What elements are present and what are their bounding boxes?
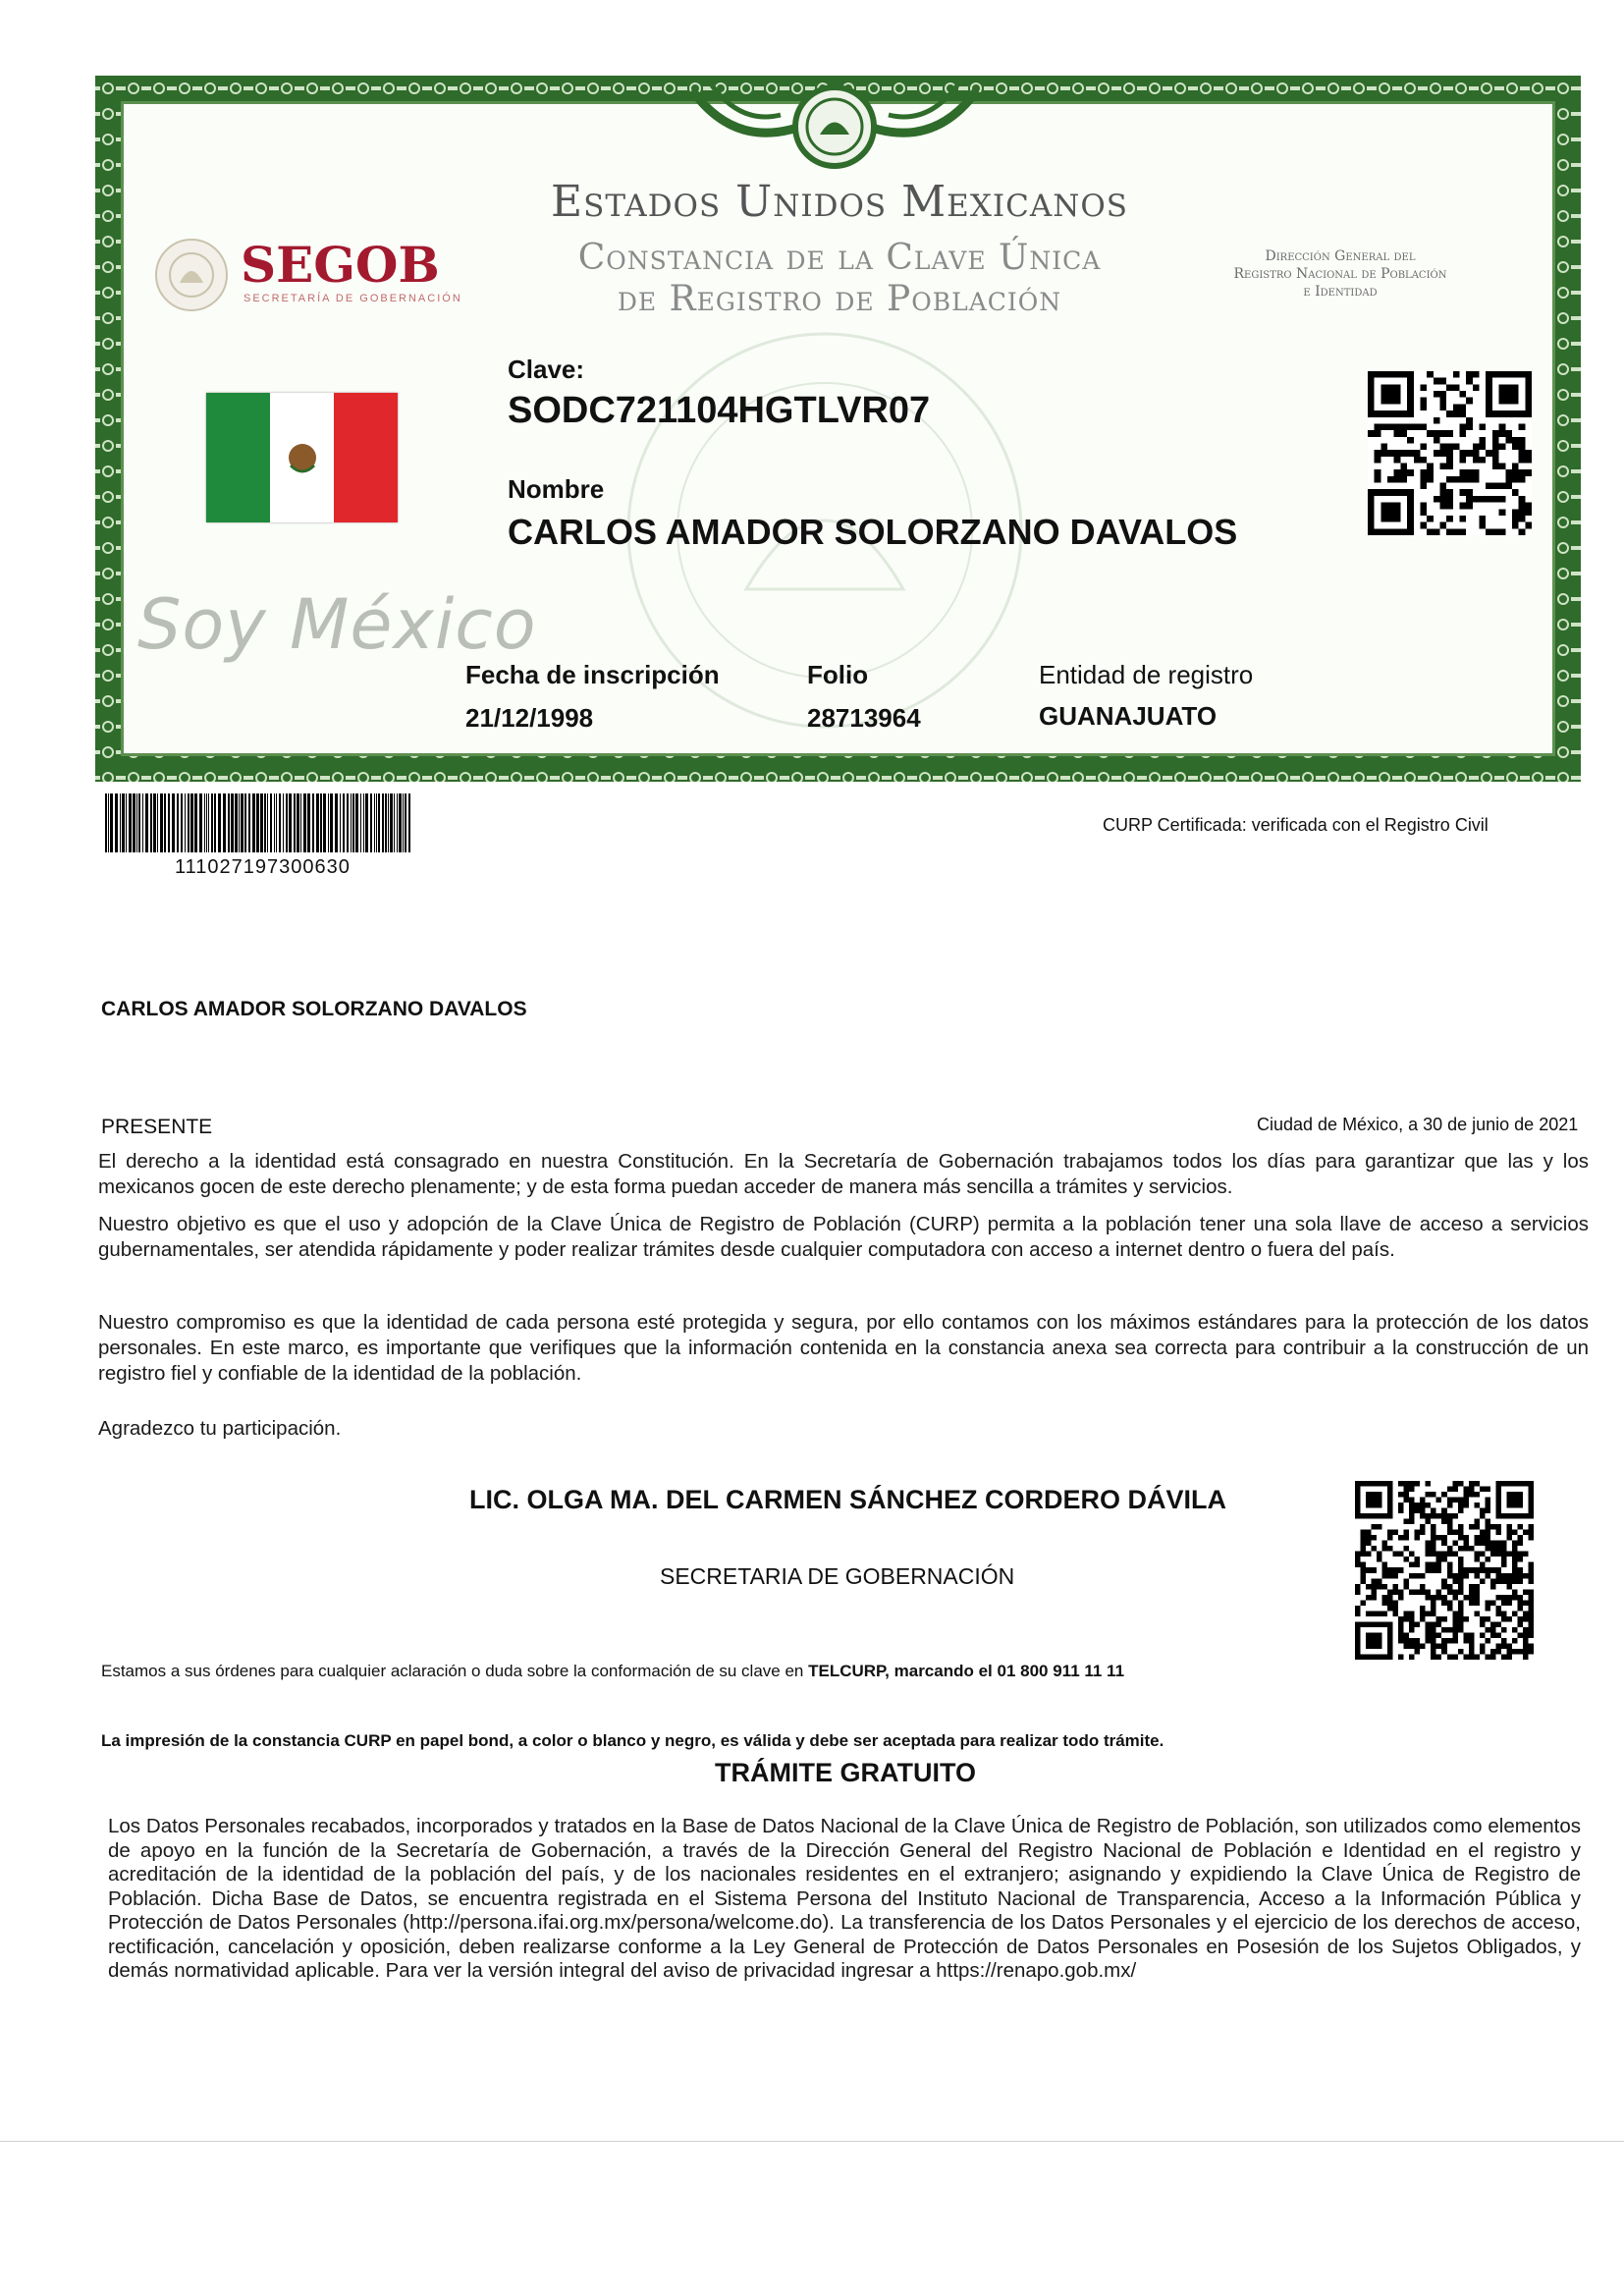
qr-code-icon	[1368, 371, 1532, 535]
entidad-label: Entidad de registro	[1039, 660, 1254, 689]
barcode-number: 111027197300630	[175, 856, 351, 878]
qr-code-icon	[1355, 1481, 1534, 1660]
curp-certificada-note: CURP Certificada: verificada con el Registro Civil	[1103, 815, 1489, 835]
privacy-notice: Los Datos Personales recabados, incorporados y tratados en la Base de Datos Nacional de la Clave Única de Registro de Población, son utilizados como elementos de apoyo en la función de la Secretaría de Gobernación, a través de la Dirección General del Registro Nacional de Población e Identidad en el registro y acreditación de la identidad de la población del país, y de los nacionales residentes en el extranjero; asignando y expidiendo la Clave Única de Registro de Población. Dicha Base de Datos, se encuentra registrada en el Sistema Persona del Instituto Nacional de Transparencia, Acceso a la Información Pública y Protección de Datos Personales (http://persona.ifai.org.mx/persona/welcome.do). La transferencia de los Datos Personales y el ejercicio de los derechos de acceso, rectificación, cancelación y oposición, deben realizarse conforme a la Ley General de Protección de Datos Personales en Posesión de los Sujetos Obligados, y demás normatividad aplicable. Para ver la versión integral del aviso de privacidad ingresar a https://renapo.gob.mx/	[108, 1815, 1581, 1982]
mexican-flag-icon	[206, 393, 398, 522]
document-title-line1: Constancia de la Clave Única	[577, 238, 1102, 278]
direction-line1: Dirección General del	[1265, 248, 1416, 264]
fecha-inscripcion-value: 21/12/1998	[465, 703, 594, 733]
tramite-gratuito-title: TRÁMITE GRATUITO	[715, 1758, 976, 1787]
segob-subtitle: SECRETARÍA DE GOBERNACIÓN	[244, 293, 462, 304]
segob-logo-text: SEGOB	[241, 236, 440, 294]
telcurp-prefix: Estamos a sus órdenes para cualquier aclaración o duda sobre la conformación de su clave en	[101, 1662, 809, 1680]
page-divider	[0, 2141, 1624, 2142]
letter-paragraph-2: Nuestro objetivo es que el uso y adopción de la Clave Única de Registro de Población (CURP) permita a la población tener una sola llave de acceso a servicios gubernamentales, ser atendida rápidamente y poder realizar trámites desde cualquier computadora con acceso a internet dentro o fuera del país.	[98, 1213, 1589, 1261]
entidad-value: GUANAJUATO	[1039, 701, 1218, 731]
country-title: Estados Unidos Mexicanos	[550, 177, 1129, 227]
clave-value: SODC721104HGTLVR07	[508, 390, 931, 431]
document-title	[491, 238, 1188, 320]
city-date: Ciudad de México, a 30 de junio de 2021	[1257, 1115, 1579, 1134]
telcurp-number: TELCURP, marcando el 01 800 911 11 11	[808, 1662, 1125, 1680]
direction-general-text	[1193, 247, 1488, 301]
barcode-icon	[105, 793, 411, 852]
national-crest-icon	[673, 76, 997, 184]
segob-seal-icon	[152, 236, 231, 314]
signer-title: SECRETARIA DE GOBERNACIÓN	[660, 1563, 1015, 1589]
nombre-label: Nombre	[508, 474, 605, 504]
document-title-line2: de Registro de Población	[617, 279, 1062, 319]
fecha-inscripcion-label: Fecha de inscripción	[465, 660, 720, 689]
letter-paragraph-1: El derecho a la identidad está consagrado en nuestra Constitución. En la Secretaría de Gobernación trabajamos todos los días para garantizar que las y los mexicanos gocen de este derecho plenamente; y de esta forma puedan acceder de manera más sencilla a trámites y servicios.	[98, 1150, 1589, 1198]
letter-paragraph-3: Nuestro compromiso es que la identidad de cada persona esté protegida y segura, por ello contamos con los máximos estándares para la protección de los datos personales. En este marco, es importante que verifiques que la información contenida en la constancia anexa sea correcta para contribuir a la construcción de un registro fiel y confiable de la identidad de la población.	[98, 1311, 1589, 1385]
direction-line2: Registro Nacional de Población	[1233, 266, 1447, 282]
addressee-name: CARLOS AMADOR SOLORZANO DAVALOS	[101, 998, 527, 1020]
folio-label: Folio	[807, 660, 869, 689]
clave-label: Clave:	[508, 355, 585, 384]
signer-name: LIC. OLGA MA. DEL CARMEN SÁNCHEZ CORDERO DÁVILA	[469, 1485, 1227, 1514]
soy-mexico-slogan: Soy México	[137, 584, 537, 665]
impresion-note: La impresión de la constancia CURP en papel bond, a color o blanco y negro, es válida y debe ser aceptada para realizar todo trámite.	[101, 1731, 1164, 1750]
nombre-value: CARLOS AMADOR SOLORZANO DAVALOS	[508, 512, 1238, 552]
telcurp-note	[101, 1662, 1124, 1681]
letter-paragraph-4: Agradezco tu participación.	[98, 1417, 342, 1440]
folio-value: 28713964	[807, 703, 921, 733]
flag-emblem-icon	[283, 438, 322, 477]
presente-label: PRESENTE	[101, 1116, 213, 1138]
direction-line3: e Identidad	[1303, 284, 1378, 300]
